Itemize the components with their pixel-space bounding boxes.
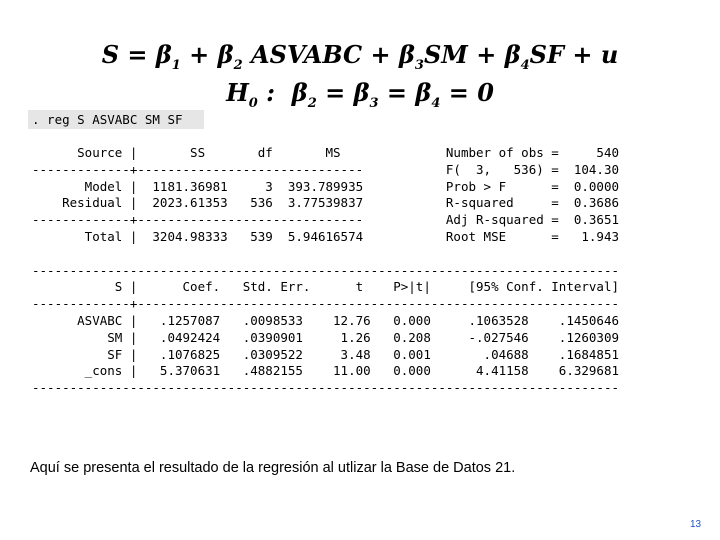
null-hypothesis: $H_0$ : $\beta_2 = \beta_3 = \beta_4 = 0$ [226, 78, 494, 111]
page-number: 13 [690, 519, 702, 530]
slide-caption: Aquí se presenta el resultado de la regresión al utlizar la Base de Datos 21. [30, 460, 516, 476]
regression-output-table: Source | SS df MS Number of obs = 540 -------------+------------------------------ F( 3, 536) = 104.30 Model | 1181.36981 3 393.789935 Prob > F = 0.0000 Residual | 2023.61353 536 3.77539837 R-squared = 0.3686 -------------+------------------------------ Adj R-squared = 0.3651 Total | 3204.98333 539 5.94616574 Root MSE = 1.943 ------------------------------------------------------------------------------ S | Coef. Std. Err. t P>|t| [95% Conf. Interval] -------------+---------------------------------------------------------------- ASVABC | .1257087 .0098533 12.76 0.000 .1063528 .1450646 SM | .0492424 .0390901 1.26 0.208 -.027546 .1260309 SF | .1076825 .0309522 3.48 0.001 .04688 .1684851 _cons | 5.370631 .4882155 11.00 0.000 4.41158 6.329681 ------------------------------------------------------------------------------ [32, 145, 619, 396]
regression-equation: $S = \beta_1 + \beta_2$ ASVABC + $\beta_3SM + \beta_4SF + u$ [101, 40, 619, 73]
stata-command: . reg S ASVABC SM SF [32, 112, 183, 127]
